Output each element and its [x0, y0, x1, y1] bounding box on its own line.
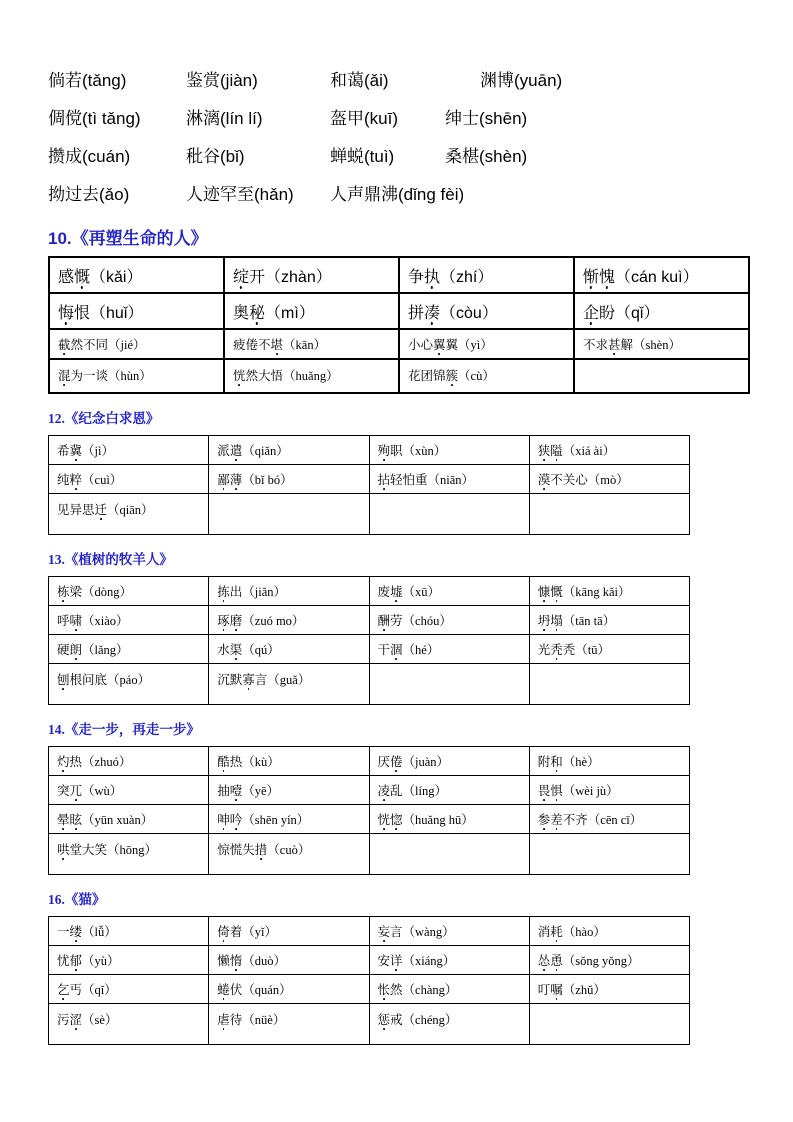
vocab-cell: 混为一谈（hùn） [49, 359, 224, 393]
emphasized-char: 冀 [70, 441, 83, 459]
vocab-cell: 废墟（xū） [369, 577, 529, 606]
emphasized-char: 晕 [57, 810, 70, 828]
emphasized-char: 坍 [538, 611, 551, 629]
table-row [49, 606, 690, 635]
vocab-cell: 虐待（nüè） [209, 1004, 369, 1045]
table-row [49, 359, 749, 393]
vocab-cell: 倚着（yǐ） [209, 917, 369, 946]
emphasized-char: 愧 [599, 264, 615, 287]
vocab-cell: 光秃秃（tū） [529, 635, 689, 664]
vocab-cell: 拼凑（còu） [399, 293, 574, 329]
vocab-cell: 厌倦（juàn） [369, 747, 529, 776]
emphasized-char: 妄 [378, 922, 391, 940]
emphasized-char: 惩 [378, 1010, 391, 1028]
word-item: 蝉蜕(tuì) [330, 147, 395, 166]
emphasized-char: 鄙 [217, 470, 230, 488]
vocab-cell: 妄言（wàng） [369, 917, 529, 946]
word-item: 拗过去(ǎo) [48, 185, 130, 204]
vocab-cell: 恍惚（huǎng hū） [369, 805, 529, 834]
emphasized-char: 截 [58, 335, 71, 353]
emphasized-char: 耗 [550, 922, 563, 940]
emphasized-char: 磨 [230, 611, 243, 629]
vocab-cell: 恍然大悟（huǎng） [224, 359, 399, 393]
emphasized-char: 涸 [390, 640, 403, 658]
vocab-table-lesson-14 [48, 746, 690, 875]
emphasized-char: 倦 [390, 752, 403, 770]
emphasized-char: 虐 [217, 1010, 230, 1028]
empty-cell [369, 494, 529, 535]
emphasized-char: 惧 [550, 781, 563, 799]
word-item: 绅士(shēn) [445, 109, 528, 128]
vocab-cell: 绽开（zhàn） [224, 257, 399, 293]
table-row [49, 494, 690, 535]
vocab-cell: 截然不同（jié） [49, 329, 224, 359]
vocab-cell: 消耗（hào） [529, 917, 689, 946]
vocab-cell: 拈轻怕重（niān） [369, 465, 529, 494]
vocab-cell: 企盼（qǐ） [574, 293, 749, 329]
emphasized-char: 隘 [550, 441, 563, 459]
vocab-table-lesson-10 [48, 256, 750, 394]
vocab-cell: 呻吟（shēn yín） [209, 805, 369, 834]
empty-cell [529, 664, 689, 705]
table-row [49, 635, 690, 664]
empty-cell [574, 359, 749, 393]
emphasized-char: 哄 [57, 840, 70, 858]
vocab-cell: 琢磨（zuó mo） [209, 606, 369, 635]
emphasized-char: 拈 [378, 470, 391, 488]
emphasized-char: 渠 [230, 640, 243, 658]
emphasized-char: 涩 [70, 1010, 83, 1028]
table-row [49, 805, 690, 834]
vocab-cell: 拣出（jiǎn） [209, 577, 369, 606]
vocab-cell: 酬劳（chóu） [369, 606, 529, 635]
vocab-cell: 鄙薄（bǐ bó） [209, 465, 369, 494]
emphasized-char: 噎 [230, 781, 243, 799]
word-list [48, 62, 749, 214]
emphasized-char: 拣 [217, 582, 230, 600]
vocab-cell: 畏惧（wèi jù） [529, 776, 689, 805]
table-row [49, 917, 690, 946]
vocab-cell: 慷慨（kāng kǎi） [529, 577, 689, 606]
word-item: 淋漓(lín lí) [186, 109, 263, 128]
emphasized-char: 惰 [230, 951, 243, 969]
vocab-cell: 附和（hè） [529, 747, 689, 776]
emphasized-char: 朗 [70, 640, 83, 658]
emphasized-char: 蜷 [217, 980, 230, 998]
word-item: 鉴赏(jiàn) [186, 71, 258, 90]
table-row [49, 834, 690, 875]
vocab-cell: 奥秘（mì） [224, 293, 399, 329]
section-heading-lesson-14: 14.《走一步，再走一步》 [48, 722, 200, 737]
vocab-cell: 争执（zhí） [399, 257, 574, 293]
emphasized-char: 详 [390, 951, 403, 969]
vocab-cell: 刨根问底（páo） [49, 664, 209, 705]
emphasized-char: 凑 [424, 300, 440, 323]
table-row [49, 257, 749, 293]
word-line [48, 176, 749, 214]
vocab-cell: 呼啸（xiào） [49, 606, 209, 635]
emphasized-char: 凌 [378, 781, 391, 799]
emphasized-char: 殉 [378, 441, 391, 459]
word-item: 秕谷(bǐ) [186, 147, 245, 166]
section-heading-lesson-16: 16.《猫》 [48, 892, 106, 907]
table-row [49, 293, 749, 329]
emphasized-char: 秘 [249, 300, 265, 323]
empty-cell [369, 664, 529, 705]
word-line [48, 100, 749, 138]
vocab-cell: 沉默寡言（guǎ） [209, 664, 369, 705]
emphasized-char: 兀 [70, 781, 83, 799]
word-item: 和蔼(ǎi) [330, 71, 389, 90]
vocab-cell: 惩戒（chéng） [369, 1004, 529, 1045]
empty-cell [529, 834, 689, 875]
emphasized-char: 翼 [433, 335, 446, 353]
emphasized-char: 呻 [217, 810, 230, 828]
vocab-cell: 乞丐（qǐ） [49, 975, 209, 1004]
section-heading-lesson-10: 10.《再塑生命的人》 [48, 229, 208, 248]
table-row [49, 975, 690, 1004]
vocab-cell: 怂恿（sǒng yǒng） [529, 946, 689, 975]
table-row [49, 664, 690, 705]
word-item: 倘若(tǎng) [48, 71, 127, 90]
vocab-cell: 干涸（hé） [369, 635, 529, 664]
emphasized-char: 怂 [538, 951, 551, 969]
word-line [48, 62, 749, 100]
vocab-cell: 惭愧（cán kuì） [574, 257, 749, 293]
vocab-cell: 殉职（xùn） [369, 436, 529, 465]
vocab-cell: 小心翼翼（yì） [399, 329, 574, 359]
vocab-cell: 突兀（wù） [49, 776, 209, 805]
emphasized-char: 狭 [538, 441, 551, 459]
emphasized-char: 惚 [390, 810, 403, 828]
word-item: 桑椹(shèn) [445, 147, 528, 166]
emphasized-char: 企 [583, 300, 599, 323]
vocab-cell: 坍塌（tān tā） [529, 606, 689, 635]
vocab-cell: 惊慌失措（cuò） [209, 834, 369, 875]
vocab-cell: 感慨（kǎi） [49, 257, 224, 293]
vocab-cell: 派遣（qiǎn） [209, 436, 369, 465]
vocab-cell: 纯粹（cuì） [49, 465, 209, 494]
emphasized-char: 畏 [538, 781, 551, 799]
emphasized-char: 和 [550, 752, 563, 770]
table-row [49, 1004, 690, 1045]
table-row [49, 577, 690, 606]
emphasized-char: 绽 [233, 264, 249, 287]
emphasized-char: 漠 [538, 470, 551, 488]
emphasized-char: 吟 [230, 810, 243, 828]
emphasized-char: 寡 [242, 670, 255, 688]
section-heading-lesson-12: 12.《纪念白求恩》 [48, 411, 160, 426]
vocab-cell: 花团锦簇（cù） [399, 359, 574, 393]
emphasized-char: 缕 [70, 922, 83, 940]
emphasized-char: 灼 [57, 752, 70, 770]
emphasized-char: 郁 [70, 951, 83, 969]
emphasized-char: 怅 [378, 980, 391, 998]
vocab-cell: 悔恨（huǐ） [49, 293, 224, 329]
vocab-table-lesson-13 [48, 576, 690, 705]
emphasized-char: 迁 [95, 500, 108, 518]
emphasized-char: 啸 [70, 611, 83, 629]
emphasized-char: 塌 [550, 611, 563, 629]
vocab-cell: 狭隘（xiá ài） [529, 436, 689, 465]
emphasized-char: 栋 [57, 582, 70, 600]
emphasized-char: 混 [58, 366, 71, 384]
table-row [49, 465, 690, 494]
emphasized-char: 嘱 [550, 980, 563, 998]
table-row [49, 946, 690, 975]
vocab-cell: 懒惰（duò） [209, 946, 369, 975]
word-item: 人声鼎沸(dǐng fèi) [330, 185, 465, 204]
vocab-cell: 安详（xiáng） [369, 946, 529, 975]
emphasized-char: 刨 [57, 670, 70, 688]
emphasized-char: 粹 [70, 470, 83, 488]
word-item: 攒成(cuán) [48, 147, 131, 166]
vocab-cell: 希冀（jì） [49, 436, 209, 465]
vocab-cell: 灼热（zhuó） [49, 747, 209, 776]
vocab-cell: 晕眩（yūn xuàn） [49, 805, 209, 834]
empty-cell [529, 494, 689, 535]
word-line [48, 138, 749, 176]
vocab-cell: 栋梁（dòng） [49, 577, 209, 606]
vocab-cell: 一缕（lǚ） [49, 917, 209, 946]
emphasized-char: 眩 [70, 810, 83, 828]
vocab-cell: 凌乱（líng） [369, 776, 529, 805]
table-row [49, 776, 690, 805]
vocab-cell: 硬朗（lǎng） [49, 635, 209, 664]
word-item: 人迹罕至(hǎn) [186, 185, 294, 204]
vocab-cell: 忧郁（yù） [49, 946, 209, 975]
empty-cell [209, 494, 369, 535]
empty-cell [529, 1004, 689, 1045]
emphasized-char: 薄 [230, 470, 243, 488]
vocab-cell: 漠不关心（mò） [529, 465, 689, 494]
vocab-cell: 参差不齐（cēn cī） [529, 805, 689, 834]
vocab-cell: 污涩（sè） [49, 1004, 209, 1045]
emphasized-char: 恿 [550, 951, 563, 969]
emphasized-char: 惭 [583, 264, 599, 287]
empty-cell [369, 834, 529, 875]
vocab-cell: 不求甚解（shèn） [574, 329, 749, 359]
emphasized-char: 簇 [446, 366, 459, 384]
vocab-cell: 水渠（qú） [209, 635, 369, 664]
section-heading-lesson-13: 13.《植树的牧羊人》 [48, 552, 173, 567]
emphasized-char: 恍 [378, 810, 391, 828]
emphasized-char: 遣 [230, 441, 243, 459]
emphasized-char: 倚 [217, 922, 230, 940]
emphasized-char: 琢 [217, 611, 230, 629]
lesson-sections [48, 224, 749, 1045]
emphasized-char: 措 [255, 840, 268, 858]
emphasized-char: 堪 [271, 335, 284, 353]
emphasized-char: 酬 [378, 611, 391, 629]
emphasized-char: 慨 [550, 582, 563, 600]
emphasized-char: 慨 [74, 264, 90, 287]
table-row [49, 436, 690, 465]
vocab-cell: 叮嘱（zhǔ） [529, 975, 689, 1004]
emphasized-char: 乞 [57, 980, 70, 998]
vocab-cell: 疲倦不堪（kān） [224, 329, 399, 359]
emphasized-char: 秃 [550, 640, 563, 658]
emphasized-char: 差 [550, 810, 563, 828]
vocab-cell: 怅然（chàng） [369, 975, 529, 1004]
emphasized-char: 参 [538, 810, 551, 828]
emphasized-char: 悔 [58, 300, 74, 323]
vocab-cell: 见异思迁（qiān） [49, 494, 209, 535]
table-row [49, 329, 749, 359]
word-item: 盔甲(kuī) [330, 109, 398, 128]
vocab-cell: 哄堂大笑（hōng） [49, 834, 209, 875]
vocab-cell: 酷热（kù） [209, 747, 369, 776]
emphasized-char: 慷 [538, 582, 551, 600]
vocab-table-lesson-16 [48, 916, 690, 1045]
emphasized-char: 执 [424, 264, 440, 287]
vocab-table-lesson-12 [48, 435, 690, 535]
vocab-cell: 抽噎（yē） [209, 776, 369, 805]
emphasized-char: 酷 [217, 752, 230, 770]
emphasized-char: 恍 [233, 366, 246, 384]
vocab-cell: 蜷伏（quán） [209, 975, 369, 1004]
emphasized-char: 墟 [390, 582, 403, 600]
word-item: 渊博(yuān) [480, 71, 563, 90]
emphasized-char: 甚 [608, 335, 621, 353]
table-row [49, 747, 690, 776]
word-item: 倜傥(tì tǎng) [48, 109, 141, 128]
